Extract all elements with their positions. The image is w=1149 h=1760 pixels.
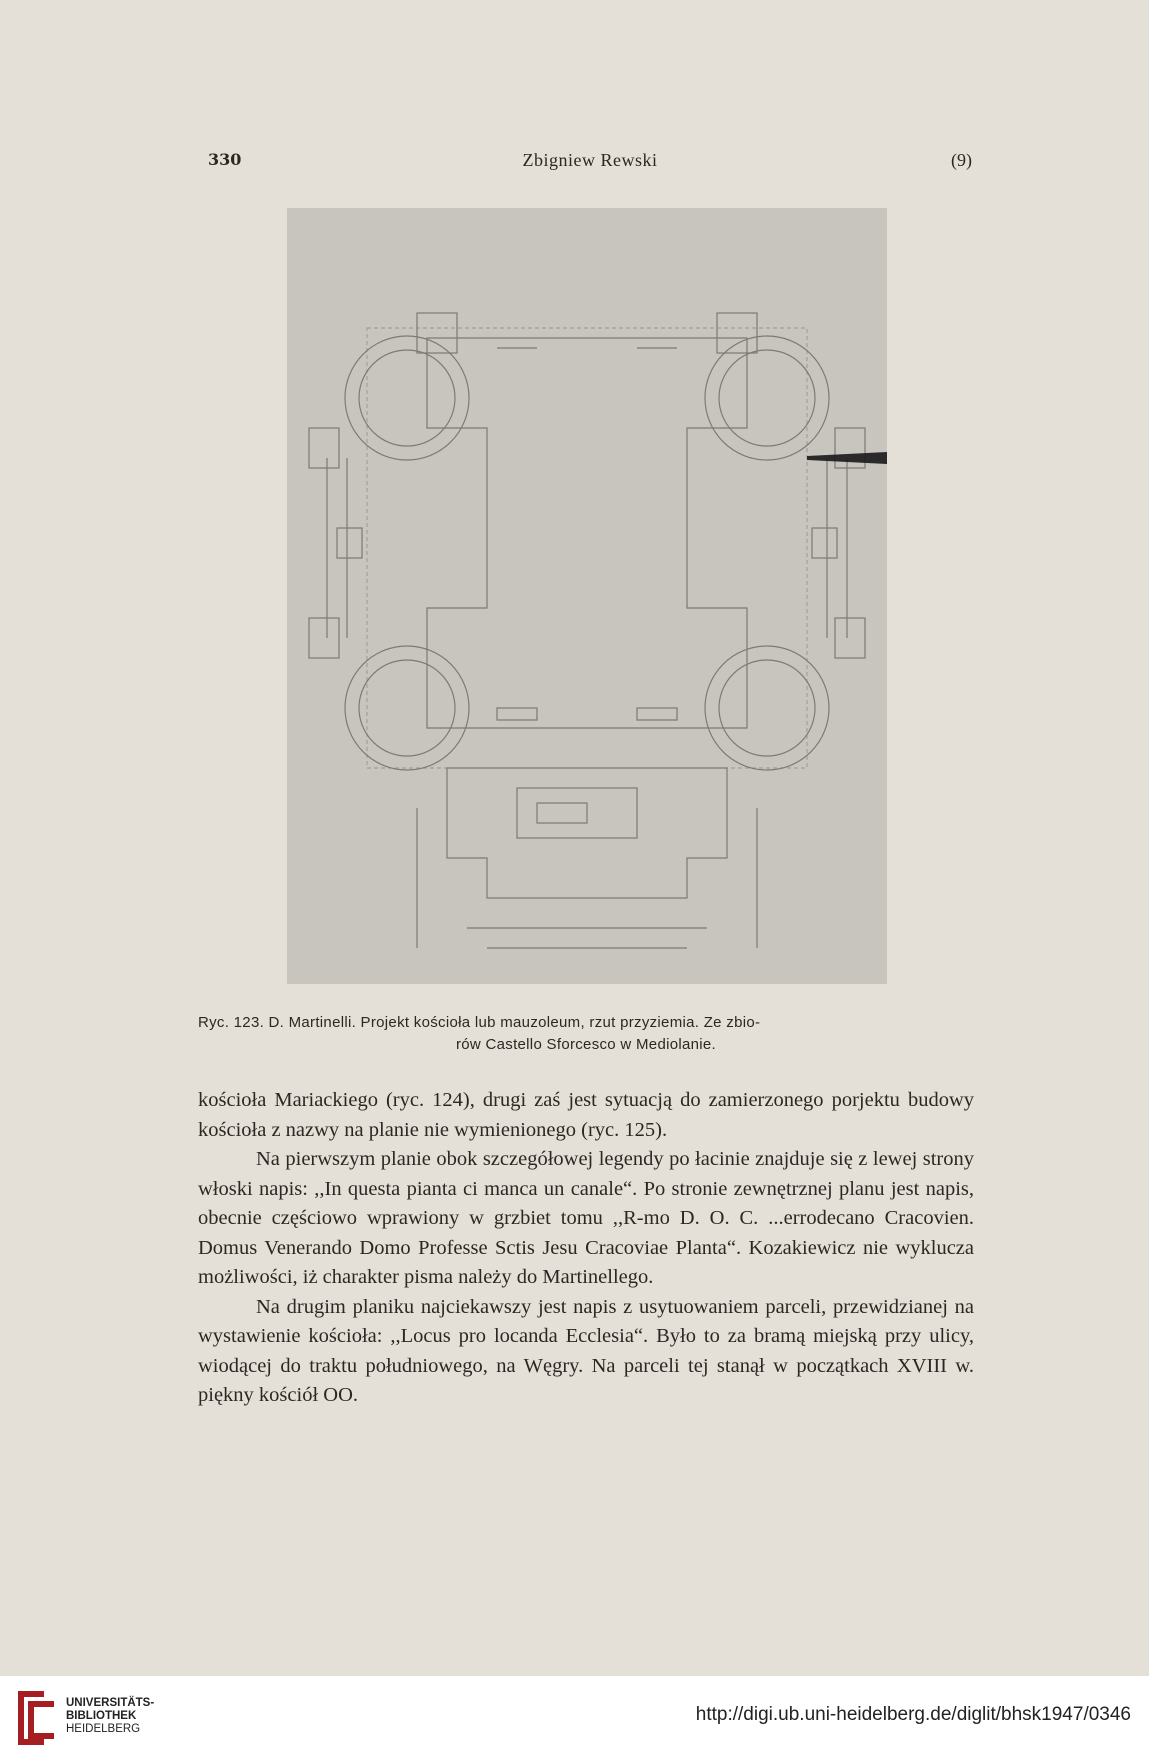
- page-number: 330: [208, 150, 242, 169]
- figure-floor-plan: [287, 208, 887, 984]
- digitization-footer: [0, 1676, 1149, 1760]
- library-name-line-2: BIBLIOTHEK: [66, 1710, 137, 1722]
- body-text: [198, 1086, 974, 1411]
- caption-line-1: Ryc. 123. D. Martinelli. Projekt kościoła lub mauzoleum, rzut przyziemia. Ze zbio-: [198, 1014, 761, 1031]
- library-name: [66, 1697, 154, 1736]
- running-head: [208, 150, 972, 176]
- running-head-section: (9): [951, 150, 972, 170]
- paragraph-3: Na drugim planiku najciekawszy jest napis z usytuowaniem parceli, przewidzianej na wystawienie kościoła: ,,Locus pro locanda Ecclesia“. Było to za bramą miejską przy ulicy, wiodącej do traktu południowego, na Węgry. Na parceli tej stanął w początkach XVIII w. piękny kościół OO.: [198, 1295, 974, 1406]
- running-head-author: Zbigniew Rewski: [522, 150, 658, 170]
- source-url-link[interactable]: http://digi.ub.uni-heidelberg.de/diglit/bhsk1947/0346: [695, 1704, 1131, 1725]
- caption-line-2: rów Castello Sforcesco w Mediolanie.: [455, 1036, 717, 1053]
- library-name-line-3: HEIDELBERG: [66, 1723, 141, 1735]
- library-logo-icon: [14, 1689, 58, 1747]
- floor-plan-drawing: [287, 208, 887, 984]
- paragraph-2: Na pierwszym planie obok szczegółowej legendy po łacinie znajduje się z lewej strony włoski napis: ,,In questa pianta ci manca un canale“. Po stronie zewnętrznej planu jest napis, obecnie częściowo wprawiony w grzbiet tomu ,,R-mo D. O. C. ...errodecano Cracovien. Domus Venerando Domo Professe Sctis Jesu Cracoviae Planta“. Kozakiewicz nie wyklucza możliwości, iż charakter pisma należy do Martinellego.: [198, 1148, 974, 1288]
- figure-caption: [198, 1012, 974, 1056]
- paragraph-1: kościoła Mariackiego (ryc. 124), drugi zaś jest sytuacją do zamierzonego porjektu budowy kościoła z nazwy na planie nie wymienionego (ryc. 125).: [198, 1089, 974, 1141]
- library-name-line-1: UNIVERSITÄTS-: [66, 1697, 155, 1709]
